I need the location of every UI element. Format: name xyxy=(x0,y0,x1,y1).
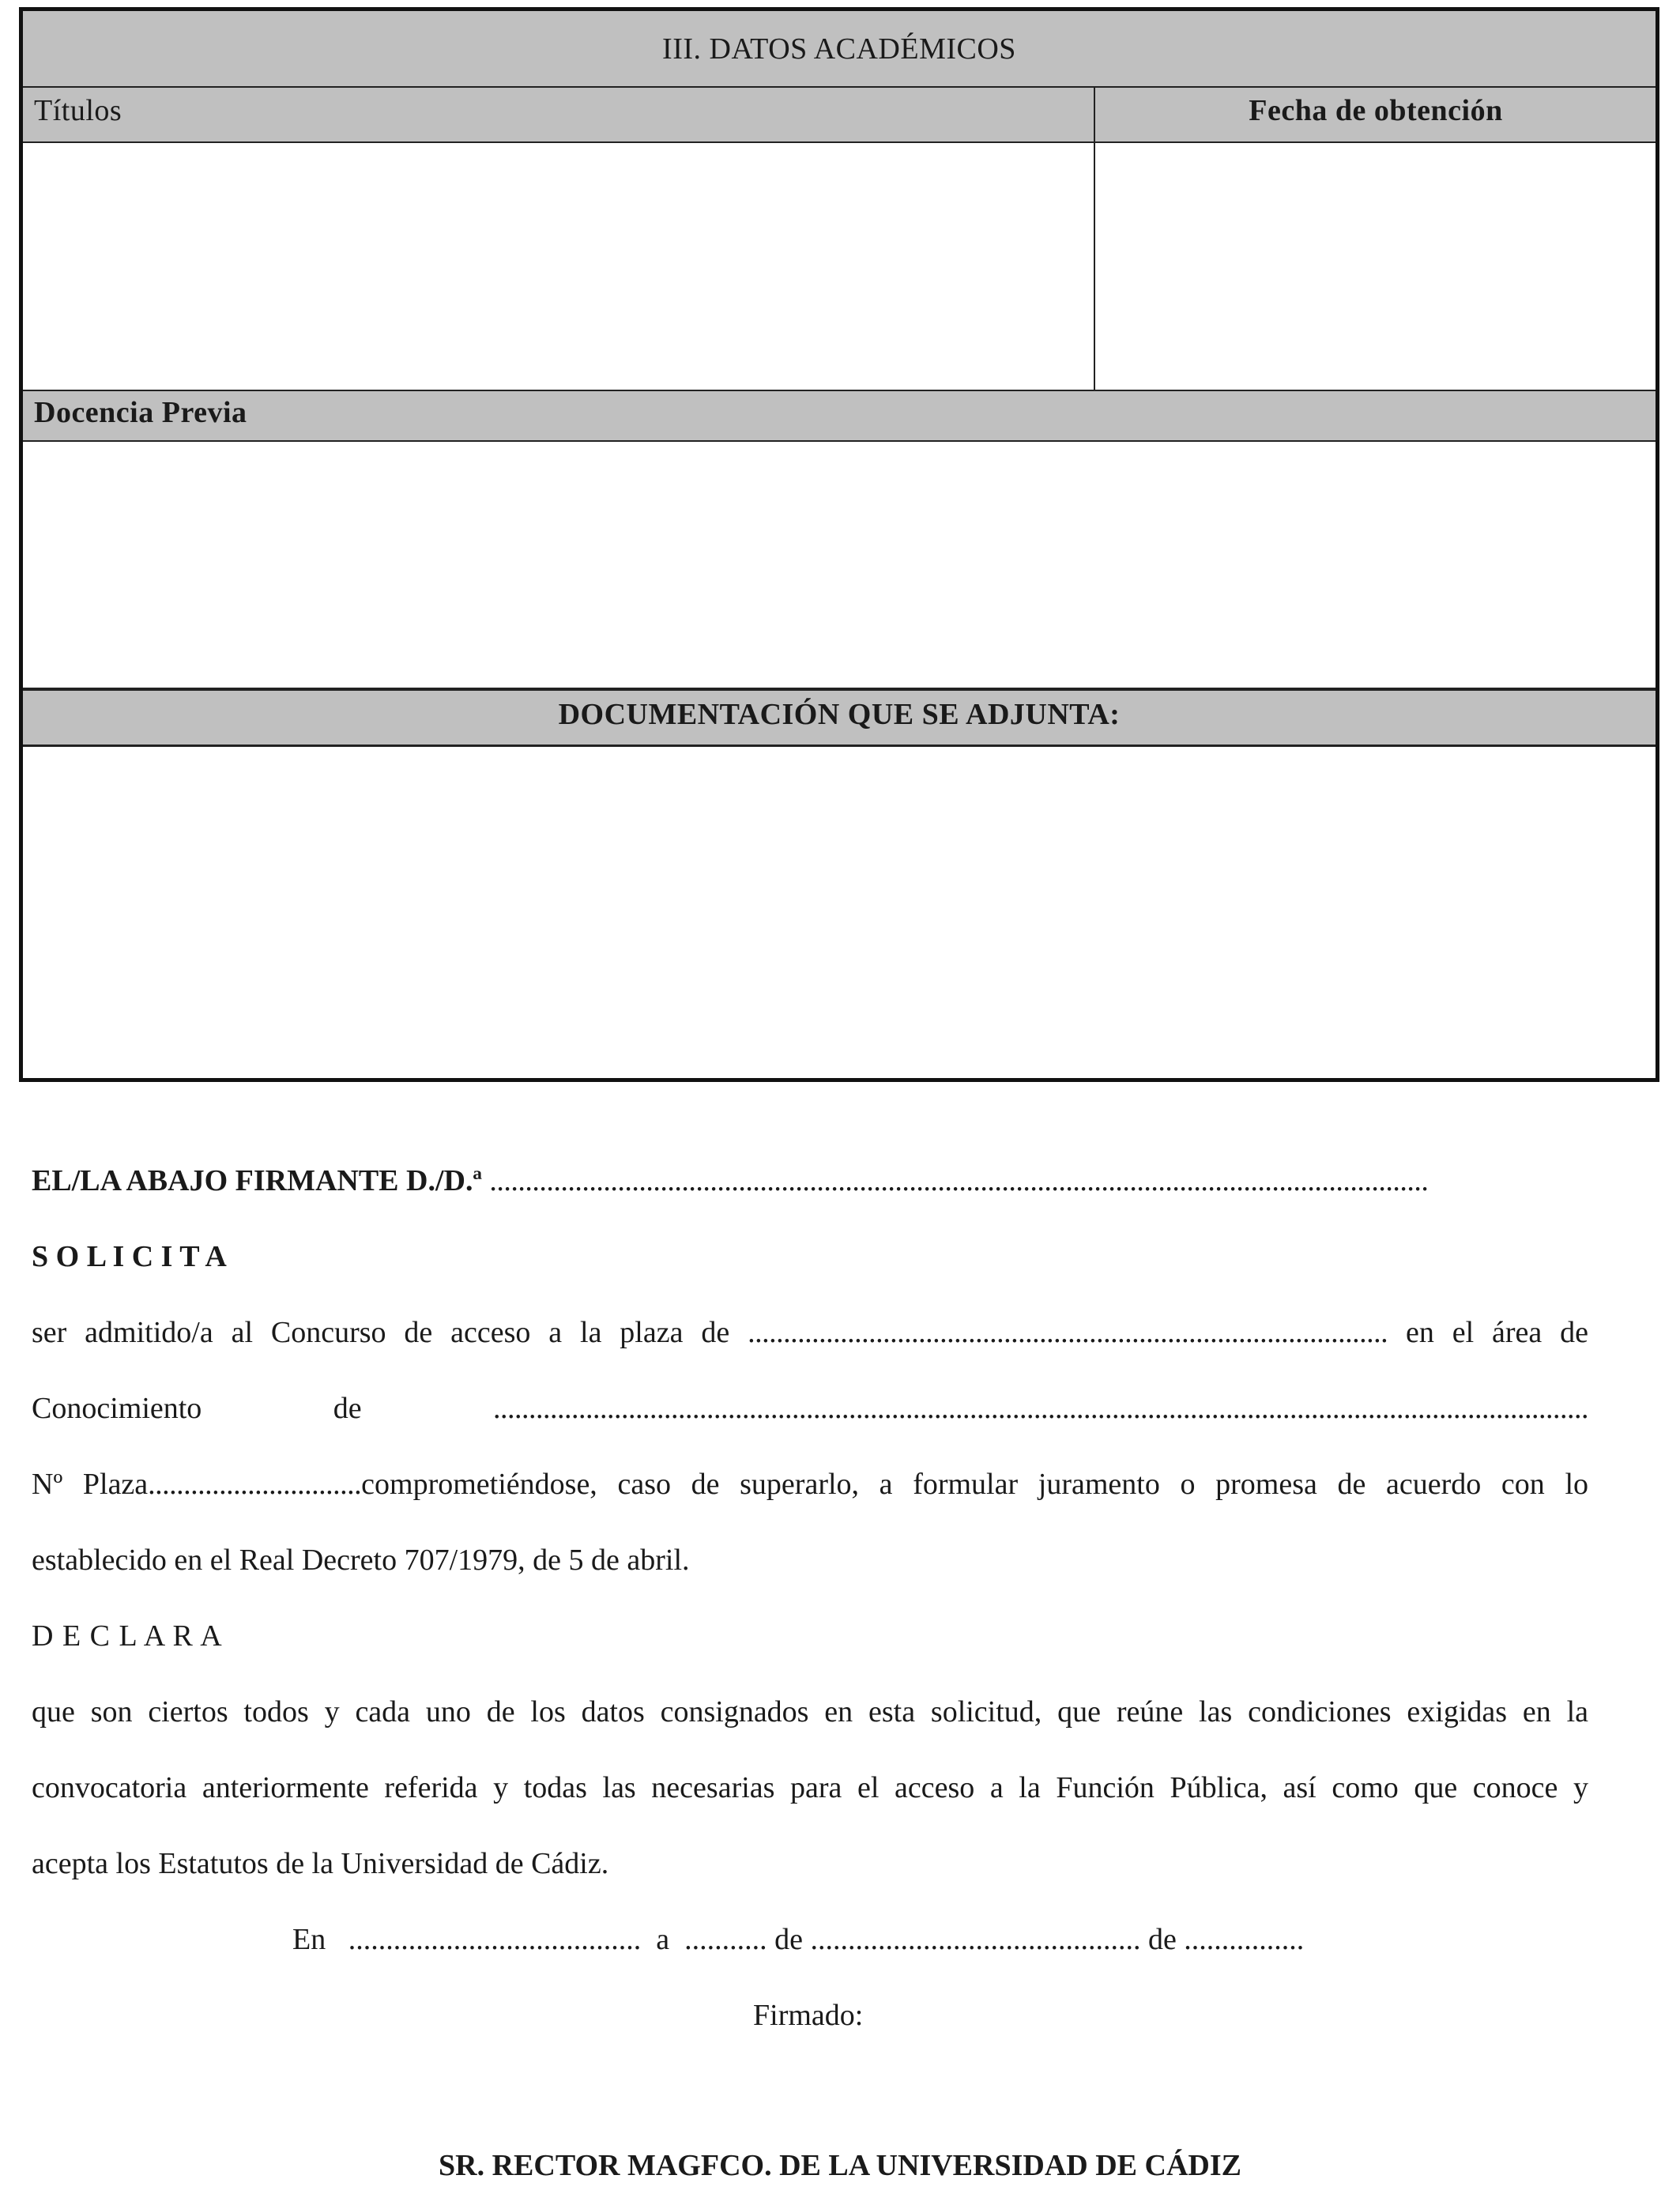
plaza-field[interactable]: .......................................................................................... xyxy=(748,1316,1388,1349)
column-titulos: Títulos xyxy=(34,94,122,127)
docencia-previa-field[interactable] xyxy=(23,442,1656,689)
conocimiento-text: Conocimiento de xyxy=(32,1392,362,1425)
solicita-heading: S O L I C I T A xyxy=(32,1240,227,1273)
declara-para-line-2: convocatoria anteriormente referida y todas las necesarias para el acceso a la Función Pública, así como que conoce y xyxy=(32,1771,1588,1804)
area-text: en el área de xyxy=(1405,1316,1588,1349)
column-divider xyxy=(1094,88,1095,390)
docencia-previa-label: Docencia Previa xyxy=(34,396,247,429)
declara-para-line-3: acepta los Estatutos de la Universidad de Cádiz. xyxy=(32,1847,609,1880)
compromiso-text: comprometiéndose, caso de superarlo, a formular juramento o promesa de acuerdo con lo xyxy=(361,1468,1589,1501)
firmante-label: EL/LA ABAJO FIRMANTE D./D.ª xyxy=(32,1164,482,1197)
section-title: III. DATOS ACADÉMICOS xyxy=(662,32,1016,66)
declara-para-line-1: que son ciertos todos y cada uno de los datos consignados en esta solicitud, que reúne las condiciones exigidas en la xyxy=(32,1695,1588,1728)
numero-plaza-line xyxy=(32,1467,1588,1502)
firmado-label: Firmado: xyxy=(753,1999,864,2032)
numero-plaza-field[interactable]: .............................. xyxy=(148,1468,362,1501)
firmante-name-field[interactable]: .................................................................................................................................... xyxy=(489,1164,1429,1197)
documentacion-field[interactable] xyxy=(23,747,1656,1078)
docencia-band xyxy=(23,391,1656,440)
recipient-line: SR. RECTOR MAGFCO. DE LA UNIVERSIDAD DE CÁDIZ xyxy=(439,2149,1241,2182)
titulos-field[interactable] xyxy=(23,143,1094,390)
column-fecha-obtencion: Fecha de obtención xyxy=(1249,94,1503,127)
declara-heading: D E C L A R A xyxy=(32,1619,223,1653)
plaza-line xyxy=(32,1315,1588,1350)
fecha-obtencion-field[interactable] xyxy=(1095,143,1656,390)
firmante-line xyxy=(32,1163,1588,1198)
conocimiento-field[interactable]: .......................................................................................................................................................... xyxy=(493,1392,1588,1425)
place-date-line[interactable]: En ....................................... a ........... de ............................................ de ................ xyxy=(292,1923,1305,1956)
plaza-text: ser admitido/a al Concurso de acceso a la plaza de xyxy=(32,1316,730,1349)
numero-plaza-text: Nº Plaza xyxy=(32,1468,149,1501)
conocimiento-line xyxy=(32,1391,1588,1426)
real-decreto-line: establecido en el Real Decreto 707/1979, de 5 de abril. xyxy=(32,1544,690,1577)
academic-data-form xyxy=(19,7,1659,1082)
documentacion-label: DOCUMENTACIÓN QUE SE ADJUNTA: xyxy=(558,698,1121,731)
